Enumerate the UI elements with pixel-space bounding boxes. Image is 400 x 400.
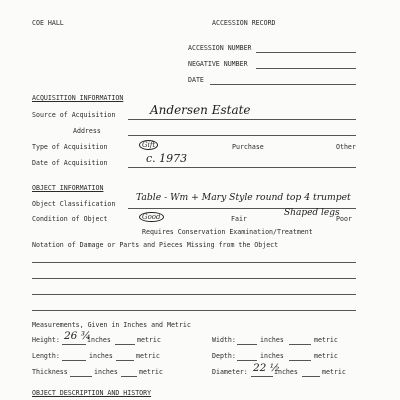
form-title: ACCESSION RECORD xyxy=(212,19,276,27)
type-option-gift[interactable] xyxy=(139,142,158,149)
length-inches-label: inches xyxy=(89,352,113,360)
height-label: Height: xyxy=(32,336,60,344)
date-acq-value: c. 1973 xyxy=(146,152,188,165)
thickness-inches-label: inches xyxy=(94,368,118,376)
damage-line-4[interactable] xyxy=(32,310,356,311)
diameter-label: Diameter: xyxy=(212,368,248,376)
date-field[interactable] xyxy=(210,84,356,85)
damage-line-1[interactable] xyxy=(32,262,356,263)
condition-label: Condition of Object xyxy=(32,215,108,223)
depth-inches-field[interactable] xyxy=(237,360,257,361)
thickness-inches-field[interactable] xyxy=(70,376,92,377)
condition-option-good[interactable] xyxy=(139,214,164,221)
width-label: Width: xyxy=(212,336,236,344)
measurements-heading: Measurements, Given in Inches and Metric xyxy=(32,321,191,329)
classification-value-2: Shaped legs xyxy=(284,208,340,218)
type-option-other[interactable]: Other xyxy=(336,143,356,151)
source-field[interactable] xyxy=(128,119,356,120)
damage-line-3[interactable] xyxy=(32,294,356,295)
address-label: Address xyxy=(73,127,101,135)
diameter-metric-label: metric xyxy=(322,368,346,376)
depth-inches-label: inches xyxy=(260,352,284,360)
address-field[interactable] xyxy=(128,135,356,136)
height-inches-label: inches xyxy=(87,336,111,344)
date-label: DATE xyxy=(188,76,204,84)
classification-value: Table - Wm + Mary Style round top 4 trumpet xyxy=(136,192,351,203)
height-metric-field[interactable] xyxy=(115,344,135,345)
conservation-label: Requires Conservation Examination/Treatment xyxy=(142,228,313,236)
diameter-inches-field[interactable] xyxy=(251,376,273,377)
org-name: COE HALL xyxy=(32,19,64,27)
diameter-inches-label: inches xyxy=(274,368,298,376)
width-inches-field[interactable] xyxy=(237,344,257,345)
depth-metric-label: metric xyxy=(314,352,338,360)
height-metric-label: metric xyxy=(137,336,161,344)
width-metric-field[interactable] xyxy=(289,344,311,345)
damage-label: Notation of Damage or Parts and Pieces Missing from the Object xyxy=(32,241,279,249)
source-value: Andersen Estate xyxy=(150,103,251,117)
type-label: Type of Acquisition xyxy=(32,143,108,151)
width-inches-label: inches xyxy=(260,336,284,344)
height-inches-field[interactable] xyxy=(62,344,86,345)
description-heading: OBJECT DESCRIPTION AND HISTORY xyxy=(32,389,152,397)
depth-metric-field[interactable] xyxy=(289,360,311,361)
accession-number-field[interactable] xyxy=(256,52,356,53)
thickness-metric-field[interactable] xyxy=(121,376,137,377)
length-inches-field[interactable] xyxy=(62,360,86,361)
source-label: Source of Acquisition xyxy=(32,111,116,119)
date-acq-label: Date of Acquisition xyxy=(32,159,108,167)
accession-number-label: ACCESSION NUMBER xyxy=(188,44,252,52)
length-label: Length: xyxy=(32,352,60,360)
condition-option-fair[interactable]: Fair xyxy=(231,215,247,223)
negative-number-field[interactable] xyxy=(256,68,356,69)
thickness-label: Thickness xyxy=(32,368,68,376)
condition-good-text: Good xyxy=(139,212,164,222)
thickness-metric-label: metric xyxy=(139,368,163,376)
condition-option-poor[interactable]: Poor xyxy=(336,215,352,223)
type-option-purchase[interactable]: Purchase xyxy=(232,143,264,151)
width-metric-label: metric xyxy=(314,336,338,344)
height-value: 26 ¾ xyxy=(64,330,91,342)
length-metric-label: metric xyxy=(136,352,160,360)
date-acq-field[interactable] xyxy=(128,167,356,168)
damage-line-2[interactable] xyxy=(32,278,356,279)
length-metric-field[interactable] xyxy=(116,360,134,361)
diameter-metric-field[interactable] xyxy=(302,376,320,377)
diameter-value: 22 ½ xyxy=(253,362,280,374)
object-heading: OBJECT INFORMATION xyxy=(32,184,104,192)
negative-number-label: NEGATIVE NUMBER xyxy=(188,60,248,68)
depth-label: Depth: xyxy=(212,352,236,360)
acquisition-heading: ACQUISITION INFORMATION xyxy=(32,94,124,102)
type-gift-text: Gift xyxy=(139,140,158,150)
classification-label: Object Classification xyxy=(32,200,116,208)
